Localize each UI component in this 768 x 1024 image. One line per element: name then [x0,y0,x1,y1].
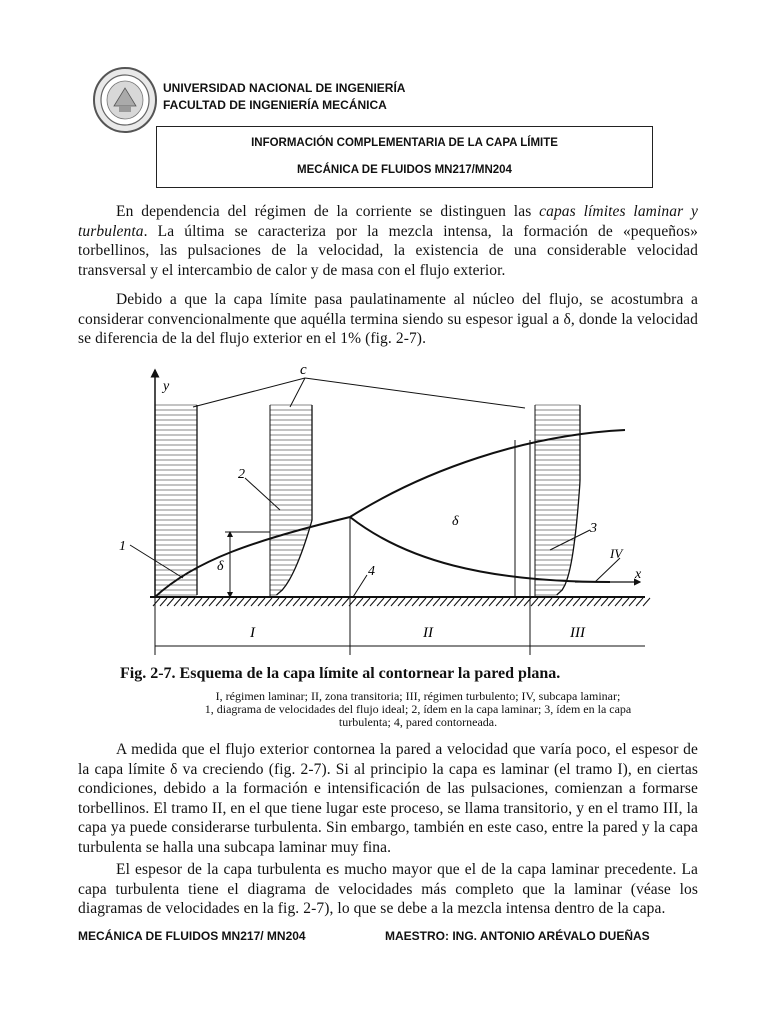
p3-text: A medida que el flujo exterior contornea la pared a velocidad que varía poco, el espesor de la capa límite δ va creciendo (fig. 2-7). Si al principio la capa es laminar (el tramo I), en ciertas condiciones, debido a la formación e intensificación de las pulsaciones, comienzan a formarse torbellinos. El tramo II, en el que tiene lugar este proceso, se llama transitorio, y en el tramo III, la capa ya puede considerarse turbulenta. Sin embargo, también en este caso, entre la pared y la capa turbulenta se halla una subcapa laminar muy fina. [78,741,698,856]
legend-line-3: turbulenta; 4, pared contorneada. [338,715,498,729]
label-iv: IV [610,546,623,561]
figure-caption: Fig. 2-7. Esquema de la capa límite al contornear la pared plana. [120,665,561,682]
p1-italic: capas límites laminar y turbulenta [78,203,698,240]
region-i-label: I [250,625,255,641]
document-title: INFORMACIÓN COMPLEMENTARIA DE LA CAPA LÍMITE [251,137,558,149]
label-3: 3 [590,521,597,536]
label-4: 4 [368,564,375,579]
title-box [156,126,653,188]
figure-legend [118,690,718,729]
paragraph-1 [78,202,698,280]
x-label: x [635,567,642,582]
university-seal [92,66,158,134]
paragraph-3 [78,740,698,858]
boundary-layer-figure [105,360,680,660]
p4-text: El espesor de la capa turbulenta es mucho mayor que el de la capa laminar precedente. La capa turbulenta tiene el diagrama de velocidades más completo que la laminar (véase los diagramas de velocidades en la fig. 2-7), lo que se debe a la mezcla intensa dentro de la capa. [78,861,698,918]
turbulent-boundary [350,430,625,517]
wall-hatch [153,598,650,606]
course-title: MECÁNICA DE FLUIDOS MN217/MN204 [297,164,512,176]
sublayer-boundary [350,517,610,582]
footer-course: MECÁNICA DE FLUIDOS MN217/ MN204 [78,929,306,943]
delta-label-laminar: δ [217,559,224,574]
faculty-name: FACULTAD DE INGENIERÍA MECÁNICA [163,98,387,112]
footer-teacher: MAESTRO: ING. ANTONIO ARÉVALO DUEÑAS [385,929,650,943]
p1-text-c: . La última se caracteriza por la mezcla intensa, la formación de «pequeños» torbellinos, las pulsaciones de la velocidad, la existencia de una considerable velocidad transversal y el intercambio de calor y de masa con el flujo exterior. [78,222,698,279]
label-1: 1 [119,539,126,554]
p2-text: Debido a que la capa límite pasa paulatinamente al núcleo del flujo, se acostumbra a considerar convencionalmente que aquélla termina siendo su espesor igual a δ, donde la velocidad se diferencia de la del flujo exterior en el 1% (fig. 2-7). [78,291,698,348]
paragraph-2 [78,290,698,349]
legend-line-2: 1, diagrama de velocidades del flujo ideal; 2, ídem en la capa laminar; 3, ídem en la capa [204,702,632,716]
university-name: UNIVERSIDAD NACIONAL DE INGENIERÍA [163,81,406,95]
delta-label-turbulent: δ [452,514,459,529]
region-iii-label: III [570,625,585,641]
label-2: 2 [238,467,245,482]
y-label: y [163,379,170,394]
c-label: c [300,362,307,378]
legend-line-1: I, régimen laminar; II, zona transitoria; III, régimen turbulento; IV, subcapa laminar; [215,689,621,703]
paragraph-4 [78,860,698,919]
p1-text-a: En dependencia del régimen de la corriente se distinguen las [116,203,540,220]
region-ii-label: II [423,625,433,641]
